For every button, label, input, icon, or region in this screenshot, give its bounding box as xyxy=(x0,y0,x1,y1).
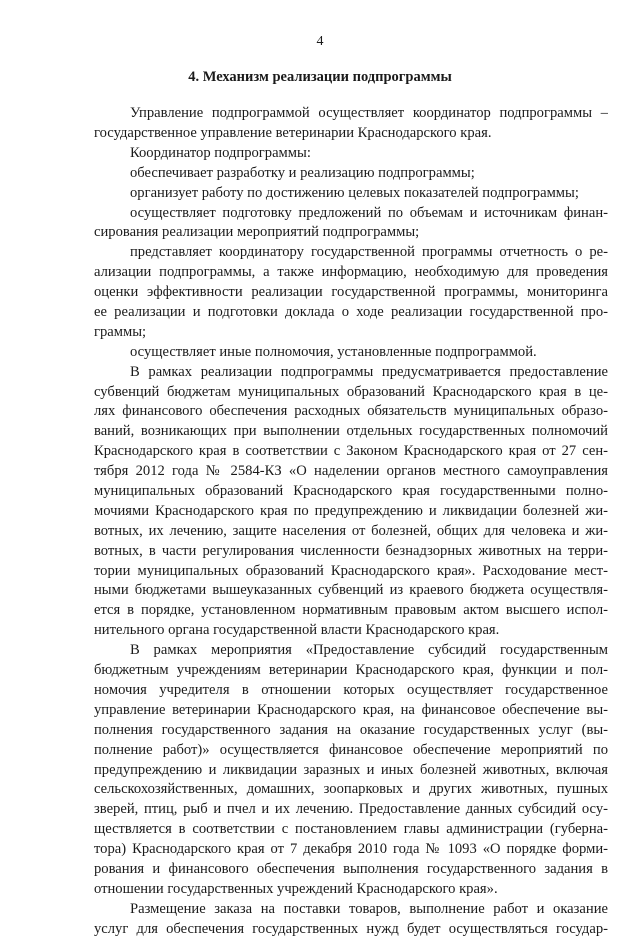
text-line: ными бюджетами вышеуказанных субвенций из краевого бюджета осуществля- xyxy=(94,582,608,599)
text-line: представляет координатору государственной программы отчетность о ре- xyxy=(130,244,608,261)
text-line: Размещение заказа на поставки товаров, выполнение работ и оказание xyxy=(130,900,608,917)
text-line: В рамках реализации подпрограммы предусматривается предоставление xyxy=(130,363,608,380)
text-line: тября 2012 года № 2584-КЗ «О наделении органов местного самоуправления xyxy=(94,463,608,480)
text-line: предупреждению и ликвидации заразных и иных болезней животных, включая xyxy=(94,761,608,778)
text-line: обеспечивает разработку и реализацию подпрограммы; xyxy=(130,164,475,181)
text-line: государственное управление ветеринарии Краснодарского края. xyxy=(94,124,492,141)
text-line: ществляется в соответствии с постановлением главы администрации (губерна- xyxy=(94,821,608,838)
text-line: осуществляет иные полномочия, установленные подпрограммой. xyxy=(130,343,537,360)
text-line: Управление подпрограммой осуществляет координатор подпрограммы – xyxy=(130,105,608,121)
text-line: граммы; xyxy=(94,323,147,340)
text-line: номочия учредителя в отношении которых осуществляет государственное xyxy=(94,681,608,698)
text-line: ваний, возникающих при выполнении отдельных государственных полномочий xyxy=(94,423,608,440)
text-line: управление ветеринарии Краснодарского края, на финансовое обеспечение вы- xyxy=(94,701,608,718)
text-line: ализации подпрограммы, а также информацию, необходимую для проведения xyxy=(94,264,608,281)
text-line: осуществляет подготовку предложений по объемам и источникам финан- xyxy=(130,204,608,221)
text-line: вотных, их лечению, защите населения от болезней, общих для человека и жи- xyxy=(94,522,608,539)
text-line: полнение работ)» осуществляется финансовое обеспечение мероприятий по xyxy=(94,741,608,758)
text-line: бюджетным учреждениям ветеринарии Краснодарского края, функции и пол- xyxy=(94,662,608,679)
text-line: нительного органа государственной власти Краснодарского края. xyxy=(94,622,500,639)
text-line: ее реализации и подготовки доклада о ходе реализации государственной про- xyxy=(94,303,608,320)
text-line: сельскохозяйственных, домашних, зоопарковых и других животных, пушных xyxy=(94,781,608,798)
text-line: отношении государственных учреждений Краснодарского края». xyxy=(94,880,498,897)
text-line: Координатор подпрограммы: xyxy=(130,144,311,161)
text-line: организует работу по достижению целевых показателей подпрограммы; xyxy=(130,184,579,201)
document-body xyxy=(94,104,608,940)
text-line: рования и финансового обеспечения выполнения государственного задания в xyxy=(94,860,608,877)
text-line: В рамках мероприятия «Предоставление субсидий государственным xyxy=(130,642,608,659)
text-line: ется в порядке, установленном нормативным правовым актом высшего испол- xyxy=(94,602,608,619)
text-line: услуг для обеспечения государственных нужд будет осуществляться государ- xyxy=(94,920,608,937)
text-line: вотных, в части регулирования численности безнадзорных животных на терри- xyxy=(94,542,608,559)
text-line: оценки эффективности реализации государственной программы, мониторинга xyxy=(94,284,608,301)
section-heading: 4. Механизм реализации подпрограммы xyxy=(188,69,452,85)
page-number: 4 xyxy=(316,34,324,49)
text-line: муниципальных образований Краснодарского края государственными полно- xyxy=(94,483,608,500)
text-line: субвенций бюджетам муниципальных образований Краснодарского края в це- xyxy=(94,383,608,400)
text-line: лях финансового обеспечения расходных обязательств муниципальных образо- xyxy=(94,403,608,420)
text-line: тора) Краснодарского края от 7 декабря 2010 года № 1093 «О порядке форми- xyxy=(94,841,608,858)
text-line: Краснодарского края в соответствии с Законом Краснодарского края от 27 сен- xyxy=(94,443,608,460)
text-line: полнения государственного задания на оказание государственных услуг (вы- xyxy=(94,721,608,738)
text-line: тории муниципальных образований Краснодарского края». Расходование мест- xyxy=(94,562,608,579)
text-line: зверей, птиц, рыб и пчел и их лечению. Предоставление данных субсидий осу- xyxy=(94,801,608,818)
text-line: сирования реализации мероприятий подпрограммы; xyxy=(94,224,420,241)
text-line: мочиями Краснодарского края по предупреждению и ликвидации болезней жи- xyxy=(94,502,608,519)
